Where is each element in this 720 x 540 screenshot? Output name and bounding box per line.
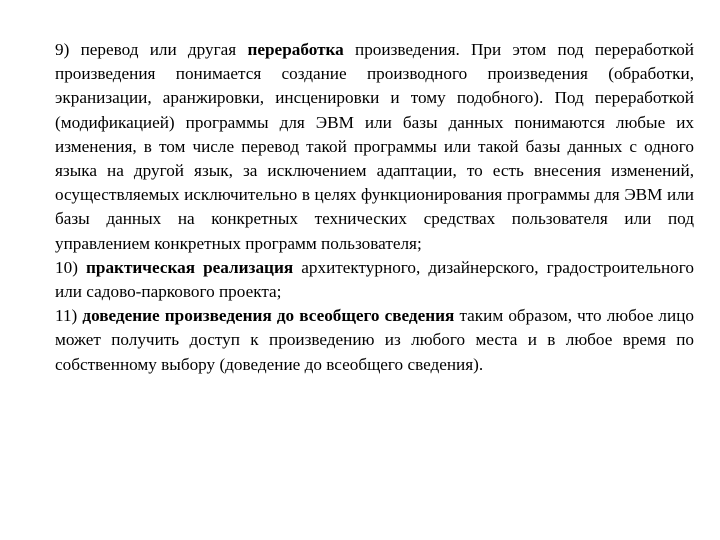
list-item-9 bbox=[55, 38, 694, 256]
item-number-lead: 11) bbox=[55, 306, 83, 326]
item-number-lead: 10) bbox=[55, 257, 86, 277]
document-text-block bbox=[55, 38, 694, 377]
item-body: произведения. При этом под переработкой произведения понимается создание производного произведения (обработки, экранизации, аранжировки, инсценировки и тому подобного). Под переработкой (модификацией) программы для ЭВМ или базы данных понимаются любые их изменения, в том числе перевод такой программы или такой базы данных с одного языка на другой язык, за исключением адаптации, то есть внесения изменений, осуществляемых исключительно в целях функционирования программы для ЭВМ или базы данных на конкретных технических средствах пользователя или под управлением конкретных программ пользователя; bbox=[55, 40, 694, 253]
item-body: таким образом, что любое лицо может получить доступ к произведению из любого места и в любое время по собственному выбору (доведение до всеобщего сведения). bbox=[55, 306, 694, 374]
item-term: практическая реализация bbox=[86, 257, 294, 277]
list-item-10 bbox=[55, 256, 694, 304]
item-term: доведение произведения до всеобщего сведения bbox=[82, 306, 455, 326]
item-body: архитектурного, дизайнерского, градостроительного или садово-паркового проекта; bbox=[55, 257, 694, 302]
item-term: переработка bbox=[247, 40, 344, 59]
list-item-11 bbox=[55, 304, 694, 377]
item-number-lead: 9) перевод или другая bbox=[55, 40, 248, 59]
